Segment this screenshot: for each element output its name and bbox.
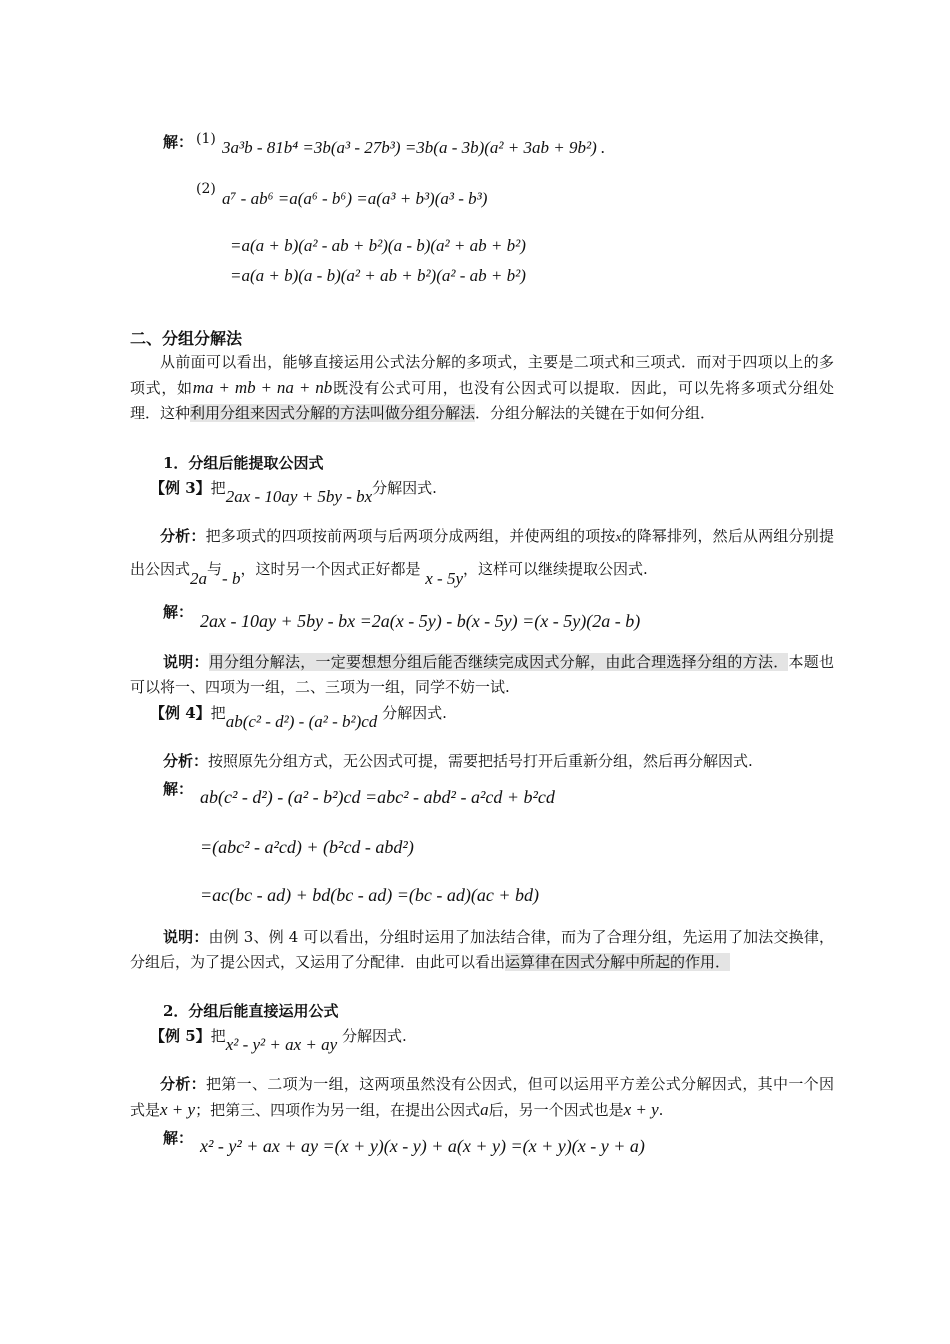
analysis-label: 分析： [160, 1075, 206, 1093]
note-label: 说明： [163, 653, 209, 671]
equation: =ac(bc - ad) + bd(bc - ad) =(bc - ad)(ac + bd) [200, 885, 539, 905]
intro-math: ma + mb + na + nb [192, 378, 333, 397]
analysis-math: x + y [160, 1100, 196, 1119]
equation: ab(c² - d²) - (a² - b²)cd =abc² - abd² - a²cd + b²cd [200, 787, 555, 807]
highlight-text: 用分组分解法，一定要想想分组后能否继续完成因式分解，由此合理选择分组的方法． [208, 653, 789, 671]
equation: x² - y² + ax + ay =(x + y)(x - y) + a(x + y) =(x + y)(x - y + a) [200, 1136, 645, 1156]
equation: =(abc² - a²cd) + (b²cd - abd²) [200, 837, 414, 857]
example-math: x² - y² + ax + ay [225, 1035, 338, 1054]
example-math: ab(c² - d²) - (a² - b²)cd [225, 712, 378, 731]
example-tag: 【例 5】 [150, 1027, 211, 1045]
example-text: 把 [210, 704, 226, 722]
example-3-statement [150, 477, 437, 506]
example-text: 把 [210, 479, 226, 497]
analysis-text: ，这样可以继续提取公因式. [463, 560, 648, 578]
example-math: 2ax - 10ay + 5by - bx [225, 487, 373, 506]
analysis-text: 把第一、二项为一组，这两项虽然没有公因式，但可以运用平方差公式分解因式，其中一个因式是 [130, 1075, 834, 1119]
example-4-statement [150, 702, 447, 731]
analysis-text: . [658, 1101, 664, 1119]
note-text: 由例 3、例 4 可以看出，分组时运用了加法结合律，而为了合理分组，先运用了加法交换律，分组后，为了提公因式，又运用了分配律．由此可以看出 [130, 928, 834, 971]
solution-label: 解： [163, 1129, 194, 1147]
intro-text: 从前面可以看出，能够直接运用公式法分解的多项式，主要是二项式和三项式．而对于四项以上的多项式，如 [130, 353, 834, 397]
section-heading: 二、分组分解法 [130, 329, 243, 348]
analysis-text: 的降幂排列，然后从两组分别提出公因式 [130, 527, 834, 578]
intro-text: 既没有公式可用，也没有公因式可以提取．因此，可以先将多项式分组处理．这种 [130, 379, 834, 422]
example-5-analysis [130, 1072, 834, 1123]
solution-label: 解： [163, 133, 194, 151]
equation: a⁷ - ab⁶ =a(a⁶ - b⁶) =a(a³ + b³)(a³ - b³) [222, 189, 488, 208]
highlight-text: 运算律在因式分解中所起的作用． [505, 953, 731, 971]
analysis-text: ，这时另一个因式正好都是 [240, 560, 421, 578]
example-3-note [130, 650, 834, 700]
subsection-heading: 2．分组后能直接运用公式 [163, 1002, 339, 1020]
analysis-text: ；把第三、四项作为另一组，在提出公因式 [195, 1101, 481, 1119]
intro-text: ．分组分解法的关键在于如何分组． [475, 404, 716, 422]
analysis-math: x - 5y [425, 569, 464, 588]
analysis-label: 分析： [163, 752, 209, 770]
example-5-statement [150, 1025, 407, 1054]
equation: 3a³b - 81b⁴ =3b(a³ - 27b³) =3b(a - 3b)(a² + 3ab + 9b²) . [222, 138, 606, 157]
example-tag: 【例 3】 [150, 479, 211, 497]
analysis-text: 按照原先分组方式，无公因式可提，需要把括号打开后重新分组，然后再分解因式. [208, 752, 753, 770]
equation: =a(a + b)(a - b)(a² + ab + b²)(a² - ab + b²) [230, 266, 526, 285]
example-text: 把 [210, 1027, 226, 1045]
analysis-text: 后，另一个因式也是 [488, 1101, 624, 1119]
solution-label: 解： [163, 603, 194, 621]
analysis-math: x + y [623, 1100, 659, 1119]
analysis-math: 2a [190, 569, 208, 588]
analysis-math: x [615, 529, 622, 544]
item-number: (1) [196, 131, 216, 147]
highlight-text: 利用分组来因式分解的方法叫做分组分解法 [190, 404, 476, 422]
example-text: 分解因式. [382, 704, 447, 722]
example-3-analysis [130, 520, 834, 588]
example-4-note [130, 925, 834, 975]
note-label: 说明： [163, 928, 209, 946]
subsection-heading: 1．分组后能提取公因式 [163, 454, 324, 472]
solution-label: 解： [163, 780, 194, 798]
example-text: 分解因式. [341, 1027, 407, 1045]
example-text: 分解因式. [372, 479, 437, 497]
analysis-math: a [480, 1100, 489, 1119]
analysis-math: - b [222, 569, 241, 588]
analysis-text: 与 [207, 560, 223, 578]
section-intro [130, 350, 834, 426]
analysis-text: 把多项式的四项按前两项与后两项分成两组，并使两组的项按 [205, 527, 616, 545]
example-4-analysis [163, 750, 753, 771]
note-text: 本题也可以将一、四项为一组，二、三项为一组，同学不妨一试. [130, 653, 834, 696]
item-number: (2) [196, 181, 216, 197]
equation: 2ax - 10ay + 5by - bx =2a(x - 5y) - b(x - 5y) =(x - 5y)(2a - b) [200, 611, 641, 631]
example-tag: 【例 4】 [150, 704, 211, 722]
analysis-label: 分析： [160, 527, 206, 545]
equation: =a(a + b)(a² - ab + b²)(a - b)(a² + ab + b²) [230, 236, 526, 255]
